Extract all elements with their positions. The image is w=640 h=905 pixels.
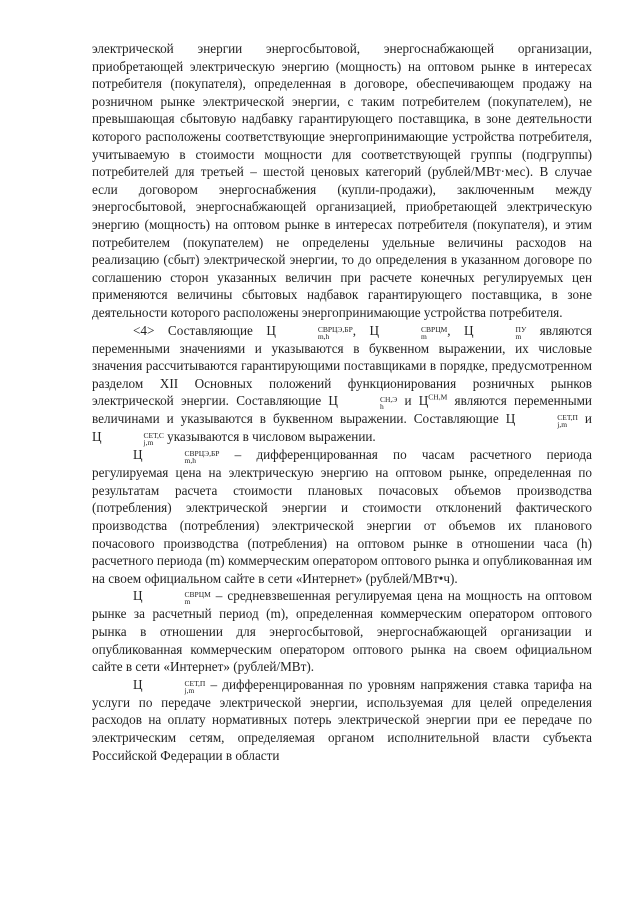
footnote-4-text-a: <4> Составляющие <box>133 322 267 338</box>
document-page <box>92 40 592 764</box>
symbol-c-svrcm-def: Ц СВРЦМ m <box>133 588 211 607</box>
symbol-c-svrcm: Ц СВРЦМ m <box>369 322 448 341</box>
definition-svrcm: Ц СВРЦМ m – средневзвешенная регулируемая цена на мощность на оптовом рынке за расчетный период (m), определенная коммерческим оператором оптового рынка в отношении для энергосбытовой, энергоснабжающей организации и опубликованная коммерческим оператором оптового рынка на своем официальном сайте в сети «Интернет» (рублей/МВт). <box>92 588 592 675</box>
symbol-c-svrcz-br-def: Ц СВРЦЭ,БР m,h <box>133 447 220 466</box>
symbol-c-set-p-def: Ц СЕТ,П j,m <box>133 676 206 695</box>
definition-set-p: Ц СЕТ,П j,m – дифференцированная по уровням напряжения ставка тарифа на услуги по передаче электрической энергии, используемая для целей определения расходов на оплату нормативных потерь электрической энергии при ее передаче по электрическим сетям, определяемая органом исполнительной власти субъекта Российской Федерации в области <box>92 676 592 763</box>
paragraph-retail-markup: электрической энергии энергосбытовой, энергоснабжающей организации, приобретающей электрическую энергию (мощность) на оптовом рынке в интересах потребителя (покупателя), определенная в договоре, обеспечивающем продажу на розничном рынке электрической энергии, с таким потребителем (покупателем), не превышающая сбытовую надбавку гарантирующего поставщика, в зоне деятельности которого расположены соответствующие энергопринимающие устройства потребителя, учитываемую в стоимости мощности для соответствующей группы (подгруппы) потребителей для третьей – шестой ценовых категорий (рублей/МВт·мес). В случае если договором энергоснабжения (купли-продажи), заключенным между энергосбытовой, энергоснабжающей организацией, приобретающей электрическую энергию (мощность) на оптовом рынке в интересах потребителя (покупателя), и этим потребителем (покупателем) не определены удельные величины расходов на реализацию (сбыт) электрической энергии, то до определения в указанном договоре по соглашению сторон указанных величин при расчете конечных регулируемых цен применяются величины сбытовых надбавок гарантирующего поставщика, в зоне деятельности которого расположены энергопринимающие устройства потребителя. <box>92 41 592 320</box>
definition-svrcz-br: Ц СВРЦЭ,БР m,h – дифференцированная по часам расчетного периода регулируемая цена на электрическую энергию на оптовом рынке, определенная по результатам расчета стоимости плановых почасовых объемов производства (потребления) электрической энергии и стоимости отклонений фактического производства (потребления) электрической энергии от объемов их планового почасового производства (потребления) на оптовом рынке в отношении часа (h) расчетного периода (m) коммерческим оператором оптового рынка и опубликованная им на своем официальном сайте в сети «Интернет» (рублей/МВт•ч). <box>92 447 592 586</box>
symbol-c-snm: $Ц^{СН,М}$ <box>418 392 448 409</box>
footnote-4-paragraph: <4> Составляющие Ц СВРЦЭ,БР m,h , Ц СВРЦМ m , Ц ПУ m являются переменными значениями и указываются в буквенном выражении, их числовые значения рассчитываются гарантирующими поставщиками в порядке, предусмотренном разделом XII Основных положений функционирования розничных рынков электрической энергии. Составляющие Ц СН,Э h и $Ц^{СН,М}$ являются переменными величинами и указываются в буквенном выражении. Составляющие Ц СЕТ,П j,m и Ц СЕТ,С j,m указываются в числовом выражении. <box>92 322 593 448</box>
symbol-c-set-s: Ц СЕТ,С j,m <box>92 429 164 448</box>
symbol-c-set-p: Ц СЕТ,П j,m <box>505 411 578 430</box>
symbol-c-sne: Ц СН,Э h <box>328 393 398 412</box>
symbol-c-pu: Ц ПУ m <box>464 322 527 341</box>
symbol-c-svrcz-br: Ц СВРЦЭ,БР m,h <box>266 322 353 341</box>
